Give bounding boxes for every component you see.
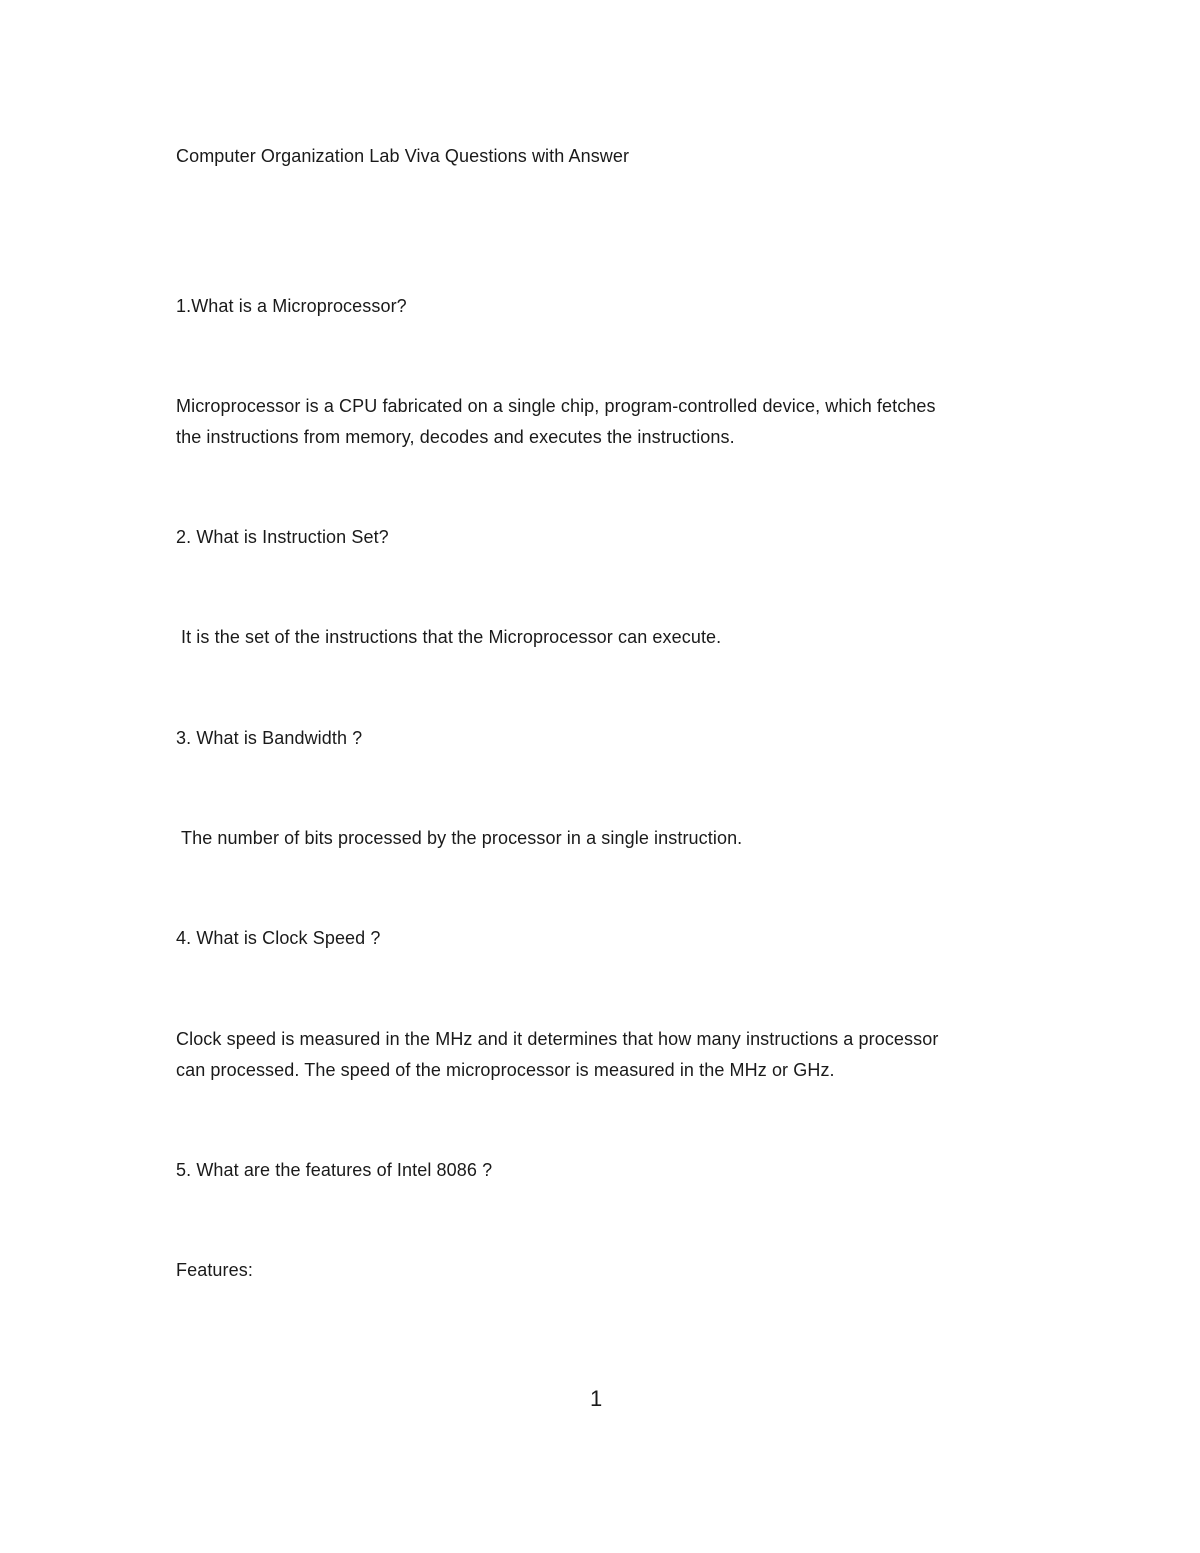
- question-5: 5. What are the features of Intel 8086 ?: [176, 1160, 493, 1180]
- answer-5: Features:: [176, 1260, 253, 1280]
- question-3: 3. What is Bandwidth ?: [176, 728, 363, 748]
- answer-1-line-2: the instructions from memory, decodes and executes the instructions.: [176, 427, 735, 447]
- answer-1-line-1: Microprocessor is a CPU fabricated on a single chip, program-controlled device, which fetches: [176, 396, 936, 416]
- answer-2: It is the set of the instructions that the Microprocessor can execute.: [181, 627, 722, 647]
- answer-3: The number of bits processed by the processor in a single instruction.: [181, 828, 743, 848]
- page-number: 1: [590, 1386, 603, 1411]
- question-2: 2. What is Instruction Set?: [176, 527, 389, 547]
- document-title: Computer Organization Lab Viva Questions with Answer: [176, 146, 630, 166]
- question-1: 1.What is a Microprocessor?: [176, 296, 407, 316]
- answer-4-line-1: Clock speed is measured in the MHz and it determines that how many instructions a processor: [176, 1029, 939, 1049]
- answer-4-line-2: can processed. The speed of the microprocessor is measured in the MHz or GHz.: [176, 1060, 835, 1080]
- question-4: 4. What is Clock Speed ?: [176, 928, 381, 948]
